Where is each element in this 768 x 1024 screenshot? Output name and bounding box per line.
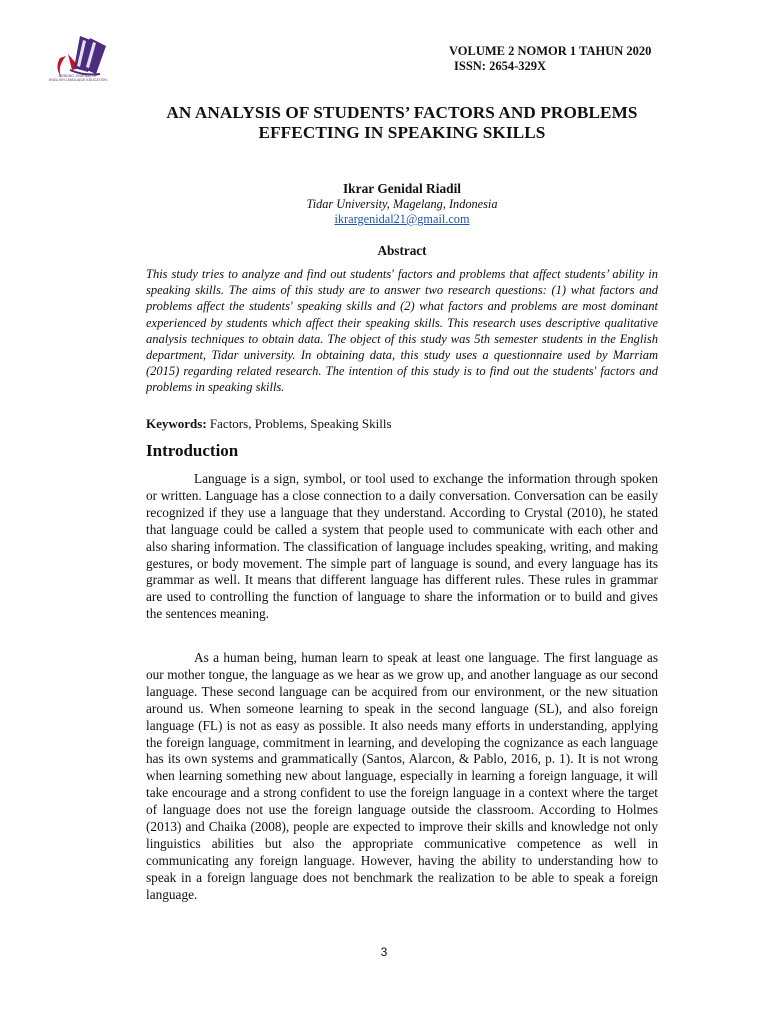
logo-caption-line-1: BONDHO JOURNAL OF [58, 74, 98, 78]
abstract-text: This study tries to analyze and find out students' factors and problems that affect students’ ability in speaking skills. The aims of this study are to answer two research questions: (1) what factors and problems affect the students' speaking skills and (2) what factors and problems are most dominant experienced by students which affect their speaking skills. This research uses descriptive qualitative analysis techniques to obtain data. The object of this study was 5th semester students in the English department, Tidar university. In obtaining data, this study uses a questionnaire used by Marriam (2015) regarding related research. The intention of this study is to find out the students' factors and problems in speaking skills. [146, 267, 658, 395]
keywords-label: Keywords: [146, 416, 207, 431]
journal-logo [36, 28, 120, 90]
logo-caption [36, 74, 120, 82]
keywords-value: Factors, Problems, Speaking Skills [209, 416, 392, 431]
author-name: Ikrar Genidal Riadil [342, 181, 462, 196]
keywords [146, 416, 658, 432]
introduction-paragraph-1: Language is a sign, symbol, or tool used to exchange the information through spoken or written. Language has a close connection to a daily conversation. Conversation can be easily recognized if they use a language that they understand. According to Crystal (2010), he stated that language could be called a system that people used to communicate with each other and also sharing information. The classification of language includes speaking, writing, and making gestures, or body movement. The simple part of language is sound, and every language has its grammar as well. It means that different language has different rules. These rules in grammar are used to controlling the function of language to share the information or to build and gives the sentences meaning. [146, 471, 658, 622]
journal-info [449, 44, 651, 74]
paper-title-line-1: AN ANALYSIS OF STUDENTS’ FACTORS AND PROBLEMS [166, 103, 638, 122]
author-email-link[interactable]: ikrargenidal21@gmail.com [334, 212, 470, 226]
page-number: 3 [380, 945, 388, 959]
journal-volume: VOLUME 2 NOMOR 1 TAHUN 2020 [449, 44, 652, 58]
paper-title [146, 103, 658, 143]
abstract-heading: Abstract [377, 243, 427, 258]
journal-issn: ISSN: 2654-329X [454, 59, 547, 73]
introduction-heading: Introduction [146, 441, 239, 460]
author-affiliation: Tidar University, Magelang, Indonesia [306, 197, 498, 211]
introduction-paragraph-2: As a human being, human learn to speak at least one language. The first language as our mother tongue, the language as we hear as we grow up, and another language as our second language. These second language can be acquired from our environment, or the new situation around us. When someone learning to speak in the second language (SL), and also foreign language (FL) is not as easy as possible. It also needs many efforts in understanding, applying the foreign language, commitment in learning, and developing the cognizance as each language has its own systems and grammatically (Santos, Alarcon, & Pablo, 2016, p. 1). It is not wrong when learning something new about language, especially in learning a foreign language, it will take encourage and a strong confident to use the foreign language in a context where the target of language does not use the foreign language outside the classroom. According to Holmes (2013) and Chaika (2008), people are expected to improve their skills and knowledge not only linguistics abilities but also the appropriate communicative competence as well in communicating any foreign language. However, having the ability to understanding how to speak in a foreign language does not benchmark the realization to be able to speak a foreign language. [146, 650, 658, 902]
paper-title-line-2: EFFECTING IN SPEAKING SKILLS [258, 123, 546, 142]
author-email [146, 212, 658, 227]
logo-caption-line-2: ENGLISH LANGUAGE EDUCATION [49, 78, 107, 82]
